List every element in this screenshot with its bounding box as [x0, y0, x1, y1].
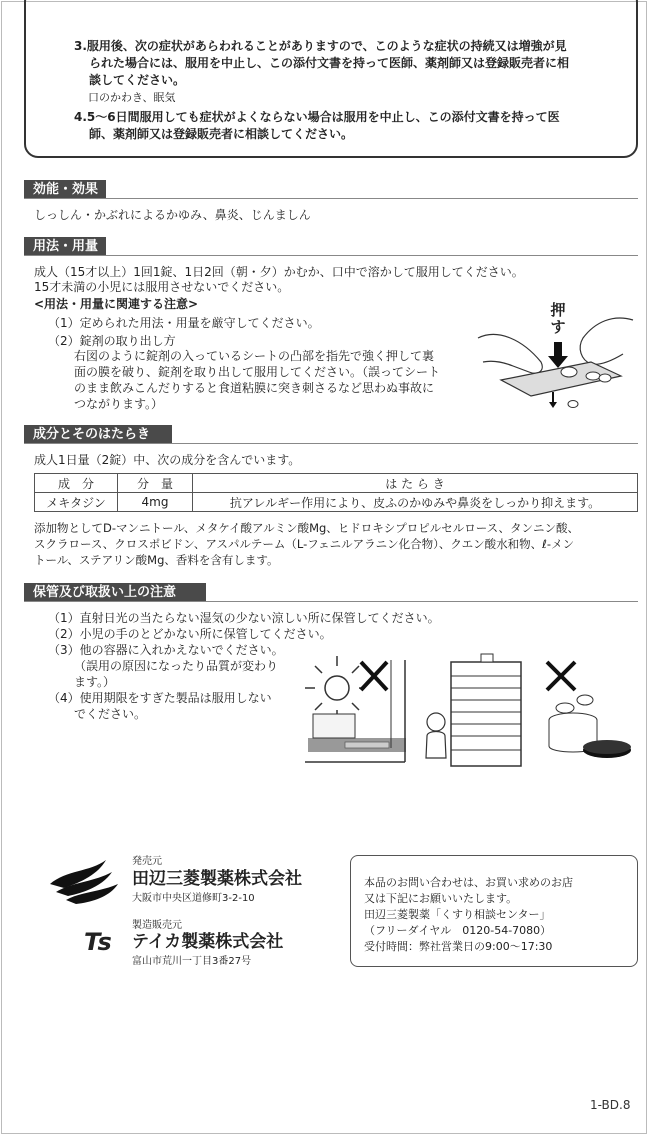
- warning-item-3-line: 3.服用後、次の症状があらわれることがありますので、このような症状の持続又は増強が見: [74, 39, 567, 53]
- ingredients-table: [34, 473, 638, 512]
- dosage-line: 15才未満の小児には服用させないでください。: [34, 280, 290, 294]
- table-cell: メキタジン: [35, 493, 118, 512]
- sun-icon: [305, 656, 365, 720]
- storage-item-3-note: ます。）: [74, 675, 116, 689]
- table-header: 分 量: [118, 474, 193, 493]
- child-icon: [426, 713, 446, 758]
- additives-line: トール、ステアリン酸Mg、香料を含有します。: [34, 553, 279, 567]
- maker-label: 製造販売元: [132, 920, 182, 931]
- cross-mark-icon: [547, 662, 575, 690]
- table-cell: 4mg: [118, 493, 193, 512]
- section-heading-storage: 保管及び取扱い上の注意: [24, 583, 206, 602]
- storage-warning-illustration: [305, 650, 635, 770]
- dosage-note-title: <用法・用量に関連する注意>: [34, 297, 199, 311]
- medicine-cabinet-icon: [451, 654, 521, 766]
- dosage-note-2-line: 右図のように錠剤の入っているシートの凸部を指先で強く押して裏: [74, 349, 435, 363]
- maker-name: テイカ製薬株式会社: [132, 932, 284, 952]
- section-divider: [24, 601, 638, 602]
- ingredients-intro: 成人1日量（2錠）中、次の成分を含んでいます。: [34, 453, 301, 467]
- contact-phone: （フリーダイヤル 0120-54-7080）: [364, 924, 552, 937]
- section-divider: [24, 443, 638, 444]
- maker-address: 富山市荒川一丁目3番27号: [132, 956, 252, 967]
- section-heading-efficacy: 効能・効果: [24, 180, 106, 199]
- warning-item-3: [74, 38, 614, 89]
- dosage-note-2-title: （2）錠剤の取り出し方: [48, 334, 176, 348]
- warning-item-3-line: 談してください。: [89, 73, 186, 87]
- dosage-note-2-line: つながります。）: [74, 397, 164, 411]
- contact-line: 又は下記にお願いいたします。: [364, 892, 518, 905]
- section-divider: [24, 198, 638, 199]
- warning-item-4-line: 4.5〜6日間服用しても症状がよくならない場合は服用を中止し、この添付文書を持って医: [74, 110, 560, 124]
- seller-logo-icon: [46, 860, 126, 904]
- table-row: [35, 493, 638, 512]
- storage-item-4: （4）使用期限をすぎた製品は服用しない: [48, 691, 272, 705]
- section-divider: [24, 255, 638, 256]
- table-header-row: [35, 474, 638, 493]
- warning-item-4: [74, 109, 614, 143]
- table-cell: 抗アレルギー作用により、皮ふのかゆみや鼻炎をしっかり抑えます。: [193, 493, 638, 512]
- additives-line: スクラロース、クロスポビドン、アスパルテーム（L-フェニルアラニン化合物）、クエン酸水和物、ℓ-メン: [34, 537, 575, 551]
- seller-name: 田辺三菱製薬株式会社: [132, 869, 302, 889]
- section-heading-ingredients: 成分とそのはたらき: [24, 425, 172, 444]
- pill-container-icon: [549, 695, 631, 758]
- storage-item-2: （2）小児の手のとどかない所に保管してください。: [48, 627, 332, 641]
- section-heading-dosage: 用法・用量: [24, 237, 106, 256]
- maker-logo-icon: Ts: [84, 928, 112, 956]
- additives-line: 添加物としてD-マンニトール、メタケイ酸アルミン酸Mg、ヒドロキシプロピルセルロース、タンニン酸、: [34, 521, 579, 535]
- dosage-note-2-line: のまま飲みこんだりすると食道粘膜に突き刺さるなど思わぬ事故に: [74, 381, 435, 395]
- pill-push-illustration: [473, 300, 638, 415]
- storage-item-1: （1）直射日光の当たらない湿気の少ない涼しい所に保管してください。: [48, 611, 440, 625]
- dosage-note-1: （1）定められた用法・用量を厳守してください。: [48, 316, 320, 330]
- warning-item-3-line: られた場合には、服用を中止し、この添付文書を持って医師、薬剤師又は登録販売者に相: [89, 56, 570, 70]
- document-code: 1-BD.8: [590, 1098, 631, 1112]
- dosage-note-2-line: 面の膜を破り、錠剤を取り出して服用してください。（誤ってシート: [74, 365, 441, 379]
- contact-line: 田辺三菱製薬「くすり相談センター」: [364, 908, 551, 921]
- cross-mark-icon: [361, 662, 387, 690]
- storage-item-4-line: でください。: [74, 707, 147, 721]
- seller-address: 大阪市中央区道修町3-2-10: [132, 893, 255, 904]
- storage-item-3-note: （誤用の原因になったり品質が変わり: [74, 659, 279, 673]
- efficacy-text: しっしん・かぶれによるかゆみ、鼻炎、じんましん: [34, 208, 311, 222]
- contact-hours: 受付時間：弊社営業日の9:00〜17:30: [364, 940, 553, 953]
- table-header: 成 分: [35, 474, 118, 493]
- seller-label: 発売元: [132, 856, 162, 867]
- warning-item-4-line: 師、薬剤師又は登録販売者に相談してください。: [89, 127, 354, 141]
- warning-item-3-symptoms: 口のかわき、眠気: [88, 91, 176, 104]
- contact-line: 本品のお問い合わせは、お買い求めのお店: [364, 876, 573, 889]
- seller-logo: [46, 860, 126, 904]
- table-header: は た ら き: [193, 474, 638, 493]
- storage-item-3: （3）他の容器に入れかえないでください。: [48, 643, 284, 657]
- push-label: 押す: [550, 301, 566, 336]
- dosage-line: 成人（15才以上）1回1錠、1日2回（朝・夕）かむか、口中で溶かして服用してください。: [34, 265, 524, 279]
